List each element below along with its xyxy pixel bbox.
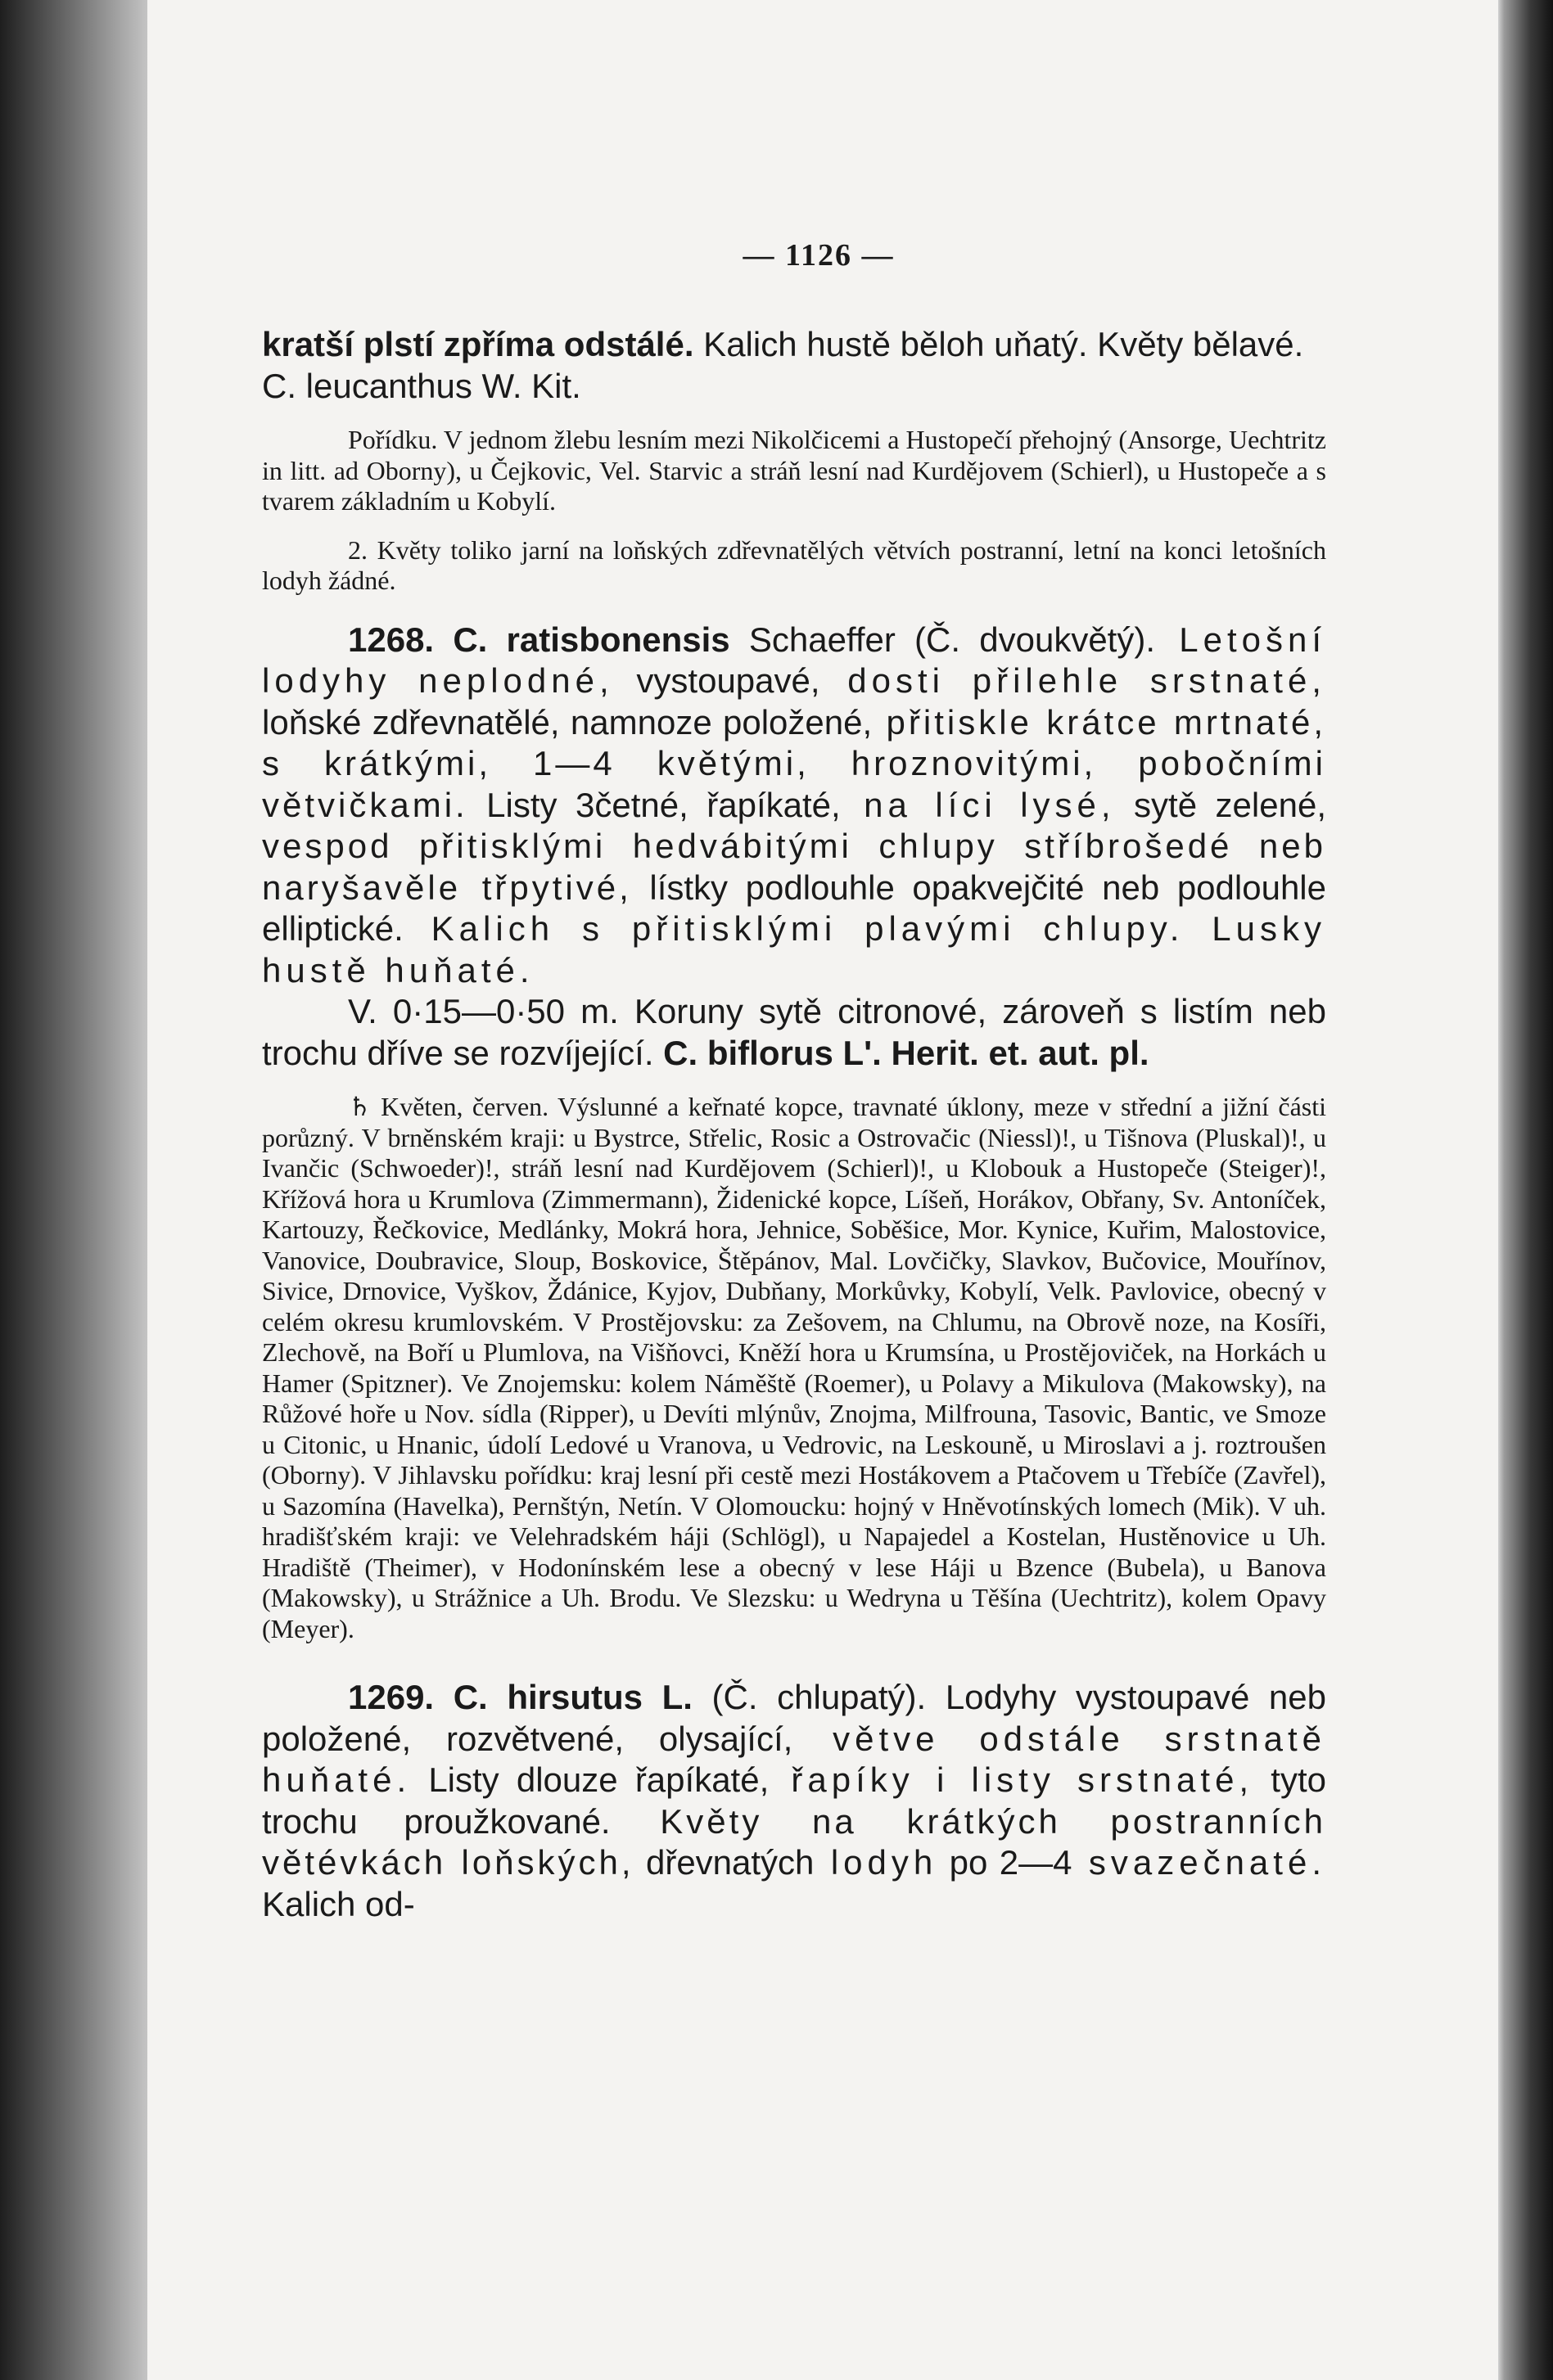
- p7-spaced-2: řapíky i listy srstnaté,: [769, 1760, 1254, 1799]
- paragraph-1: [262, 324, 1326, 407]
- paragraph-5: [262, 991, 1326, 1074]
- paragraph-6: ♄ Květen, červen. Výslunné a keřnaté kopce, travnaté úklony, meze v střední a jižní části porůzný. V brněnském kraji: u Bystrce, Střelic, Rosic a Ostrovačic (Niessl)!, u Tišnova (Pluskal)!, u Ivančic (Schwoeder)!, stráň lesní nad Kurdějovem (Schierl)!, u Klobouk a Hustopeče (Steiger)!, Křížová hora u Krumlova (Zimmermann), Židenické kopce, Líšeň, Horákov, Obřany, Sv. Antoníček, Kartouzy, Řečkovice, Medlánky, Mokrá hora, Jehnice, Soběšice, Mor. Kynice, Kuřim, Malostovice, Vanovice, Doubravice, Sloup, Boskovice, Štěpánov, Mal. Lovčičky, Slavkov, Bučovice, Mouřínov, Sivice, Drnovice, Vyškov, Ždánice, Kyjov, Dubňany, Morkůvky, Kobylí, Velk. Pavlovice, obecný v celém okresu krumlovském. V Prostějovsku: za Zešovem, na Chlumu, na Obrově noze, na Kosíři, Zlechově, na Boří u Plumlova, na Višňovci, Kněží hora u Krumsína, u Prostějoviček, na Horkách u Hamer (Spitzner). Ve Znojemsku: kolem Náměště (Roemer), u Polavy a Mikulova (Makowsky), na Růžové hoře u Nov. sídla (Ripper), u Devíti mlýnův, Znojma, Milfrouna, Tasovic, Bantic, ve Smoze u Citonic, u Hnanic, údolí Ledové u Vranova, u Vedrovic, na Leskouně, u Miroslavi a j. roztroušen (Oborny). V Jihlavsku pořídku: kraj lesní při cestě mezi Hostákovem a Ptačovem u Třebíče (Zavřel), u Sazomína (Havelka), Pernštýn, Netín. V Olomoucku: hojný v Hněvotínských lomech (Mik). V uh. hradišťském kraji: ve Velehradském háji (Schlögl), u Napajedel a Kostelan, Hustěnovice u Uh. Hradiště (Theimer), v Hodonínském lese a obecný v lese Háji u Bzence (Bubela), u Banova (Makowsky), u Strážnice a Uh. Brodu. Ve Slezsku: u Wedryna u Těšína (Uechtritz), kolem Opavy (Meyer).: [262, 1092, 1326, 1643]
- species-name: C. ratisbonensis: [453, 620, 730, 659]
- species-author: Schaeffer (Č. dvoukvětý).: [729, 620, 1156, 659]
- p7-text-5: po 2—4: [937, 1843, 1072, 1882]
- paragraph-2: Pořídku. V jednom žlebu lesním mezi Nikolčicemi a Hustopečí přehojný (Ansorge, Uechtritz in litt. ad Oborny), u Čejkovic, Vel. Starvic a stráň lesní nad Kurdějovem (Schierl), u Hustopeče a s tvarem základním u Kobylí.: [262, 425, 1326, 516]
- scan-shadow-right: [1496, 0, 1553, 2380]
- p4-text-4: sytě zelené,: [1115, 785, 1326, 824]
- p1-text-1: kratší plstí zpříma odstálé.: [262, 325, 694, 363]
- p5-text-2: C. biflorus L'. Herit. et. aut. pl.: [653, 1033, 1149, 1072]
- p7-spaced-4: lodyh: [814, 1843, 938, 1882]
- p4-spaced-1: Letošní lodyhy neplodné,: [262, 620, 1326, 700]
- p4-text-5: lístky podlouhle opakvejčité neb podlouhle elliptické.: [262, 868, 1326, 948]
- p5-text-1: V. 0·15—0·50 m. Koruny sytě citronové, zároveň s listím neb trochu dříve se rozvíjející.: [262, 992, 1326, 1072]
- page-number: — 1126 —: [743, 238, 895, 273]
- p7-spaced-3: Květy na krátkých postranních větévkách loňských,: [262, 1801, 1326, 1882]
- paragraph-3: 2. Květy toliko jarní na loňských zdřevnatělých větvích postranní, letní na konci letošních lodyh žádné.: [262, 534, 1326, 595]
- p4-spaced-6: Kalich s přitisklými plavými chlupy. Lusky hustě huňaté.: [262, 909, 1326, 989]
- p4-text-3: Listy 3četné, řapíkaté,: [467, 785, 841, 824]
- book-page: [147, 0, 1498, 2380]
- species-number: 1268.: [348, 620, 435, 659]
- p4-spaced-2: dosti přilehle srstnaté,: [819, 661, 1326, 700]
- p4-spaced-4: na líci lysé,: [840, 785, 1116, 824]
- p7-text-6: Kalich od-: [262, 1884, 415, 1923]
- p4-spaced-3: přitiskle krátce mrtnaté, s krátkými, 1—4 květými, hroznovitými, pobočními větvičkami.: [262, 702, 1326, 824]
- p4-spaced-5: vespod přitisklými hedvábitými chlupy stříbrošedé neb naryšavěle třpytivé,: [262, 827, 1326, 907]
- p7-text-3: tyto trochu proužkované.: [262, 1760, 1326, 1841]
- p7-spaced-5: svazečnaté.: [1072, 1843, 1326, 1882]
- p7-text-2: Listy dlouze řapíkaté,: [411, 1760, 770, 1799]
- p4-text-2: loňské zdřevnatělé, namnoze položené,: [262, 702, 873, 741]
- species-1268: [262, 620, 1326, 992]
- p1-text-2: Kalich hustě běloh uňatý. Květy bělavé.: [693, 325, 1304, 363]
- p1-synonym: C. leucanthus W. Kit.: [262, 366, 581, 405]
- p7-spaced-1: větve odstále srstnatě huňaté.: [262, 1719, 1326, 1799]
- p7-text-4: dřevnatých: [634, 1843, 815, 1882]
- species-name-2: C. hirsutus L.: [453, 1678, 693, 1716]
- p4-text-1: vystoupavé,: [613, 661, 820, 700]
- species-1269: [262, 1677, 1326, 1925]
- page-content: [262, 237, 1326, 1925]
- species-number-2: 1269.: [348, 1678, 435, 1716]
- species-author-2: (Č. chlupatý).: [692, 1678, 927, 1716]
- p7-text-1: Lodyhy vystoupavé neb položené, rozvětvené, olysající,: [262, 1678, 1326, 1758]
